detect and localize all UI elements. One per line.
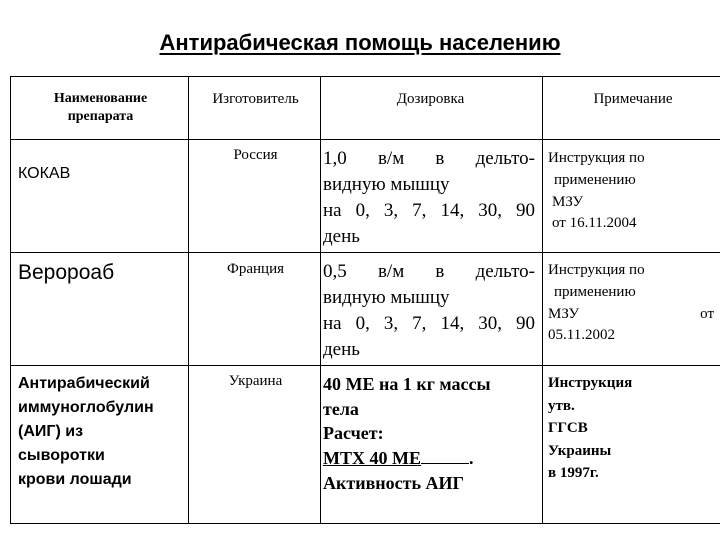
row1-dosage-line: 1,0 в/м в дельто-	[323, 148, 535, 169]
page-title: Антирабическая помощь населению	[159, 30, 561, 55]
row2-note-row	[548, 304, 720, 326]
row3-note-line: Украины	[548, 442, 612, 459]
header-note: Примечание	[593, 91, 673, 107]
row3-name-line: Антирабический	[18, 375, 150, 392]
table-header-divider	[10, 139, 720, 140]
header-maker: Изготовитель	[212, 91, 299, 107]
row3-name-line: крови лошади	[18, 471, 132, 488]
row1-name: КОКАВ	[18, 165, 71, 182]
row3-note-line: ГГСВ	[548, 420, 588, 436]
row2-note-line: применению	[554, 283, 636, 300]
row2-name: Веророаб	[18, 261, 115, 284]
header-dosage: Дозировка	[396, 91, 465, 107]
row3-dosage-line: МТХ 40 МЕ	[323, 447, 421, 468]
row2-maker: Франция	[227, 261, 284, 277]
row3-name-line: иммуноглобулин	[18, 399, 154, 416]
row1-dosage-line: видную мышцу	[323, 174, 450, 196]
row2-dosage-line: 0,5 в/м в дельто-	[323, 261, 535, 282]
table	[10, 76, 720, 524]
row3-dosage-line: Расчет:	[323, 423, 384, 444]
row3-dosage-formula	[323, 446, 535, 471]
table-border-left	[10, 76, 11, 524]
row3-note-line: утв.	[548, 397, 575, 414]
row1-note-line: применению	[554, 171, 636, 188]
row3-maker: Украина	[228, 373, 283, 389]
row3-dosage-line: Активность АИГ	[323, 472, 464, 493]
row1-dosage-line: на 0, 3, 7, 14, 30, 90	[323, 200, 535, 222]
row1-note-line: МЗУ	[552, 193, 584, 210]
table-col-divider	[542, 76, 543, 524]
header-name	[18, 90, 183, 126]
row3-note-line: в 1997г.	[548, 465, 599, 481]
row1-maker: Россия	[233, 147, 278, 163]
table-col-divider	[320, 76, 321, 524]
row2-dosage-line: день	[323, 339, 360, 361]
row2-note-line: Инструкция по	[548, 262, 645, 278]
table-border-bottom	[10, 523, 720, 524]
row3-name-line: (АИГ) из	[18, 423, 84, 440]
row1-note-line: Инструкция по	[548, 150, 645, 166]
row2-note-line: 05.11.2002	[548, 327, 615, 344]
row3-dosage-line: тела	[323, 398, 359, 419]
header-name-line2: препарата	[67, 109, 134, 125]
row3-name	[18, 372, 188, 492]
table-col-divider	[188, 76, 189, 524]
row3-dosage-line: .	[469, 447, 474, 468]
row3-name-line: сыворотки	[18, 447, 105, 464]
row1-dosage-line: день	[323, 226, 360, 248]
row2-dosage	[323, 259, 535, 363]
formula-underline	[421, 463, 469, 464]
row2-note	[548, 260, 720, 347]
row3-dosage	[323, 372, 535, 495]
row2-note-line: МЗУ	[548, 305, 580, 322]
row1-dosage	[323, 146, 535, 250]
table-row-divider	[10, 252, 720, 253]
header-name-line1: Наименование	[53, 91, 148, 106]
row3-note	[548, 372, 720, 485]
row2-dosage-line: видную мышцу	[323, 287, 450, 309]
table-row-divider	[10, 365, 720, 366]
row1-note	[548, 148, 720, 235]
row3-dosage-line: 40 МЕ на 1 кг массы	[323, 374, 491, 394]
row2-note-line: от	[700, 305, 714, 322]
table-border-top	[10, 76, 720, 77]
row1-note-line: от 16.11.2004	[552, 215, 637, 232]
row2-dosage-line: на 0, 3, 7, 14, 30, 90	[323, 313, 535, 335]
row3-note-line: Инструкция	[548, 375, 633, 391]
